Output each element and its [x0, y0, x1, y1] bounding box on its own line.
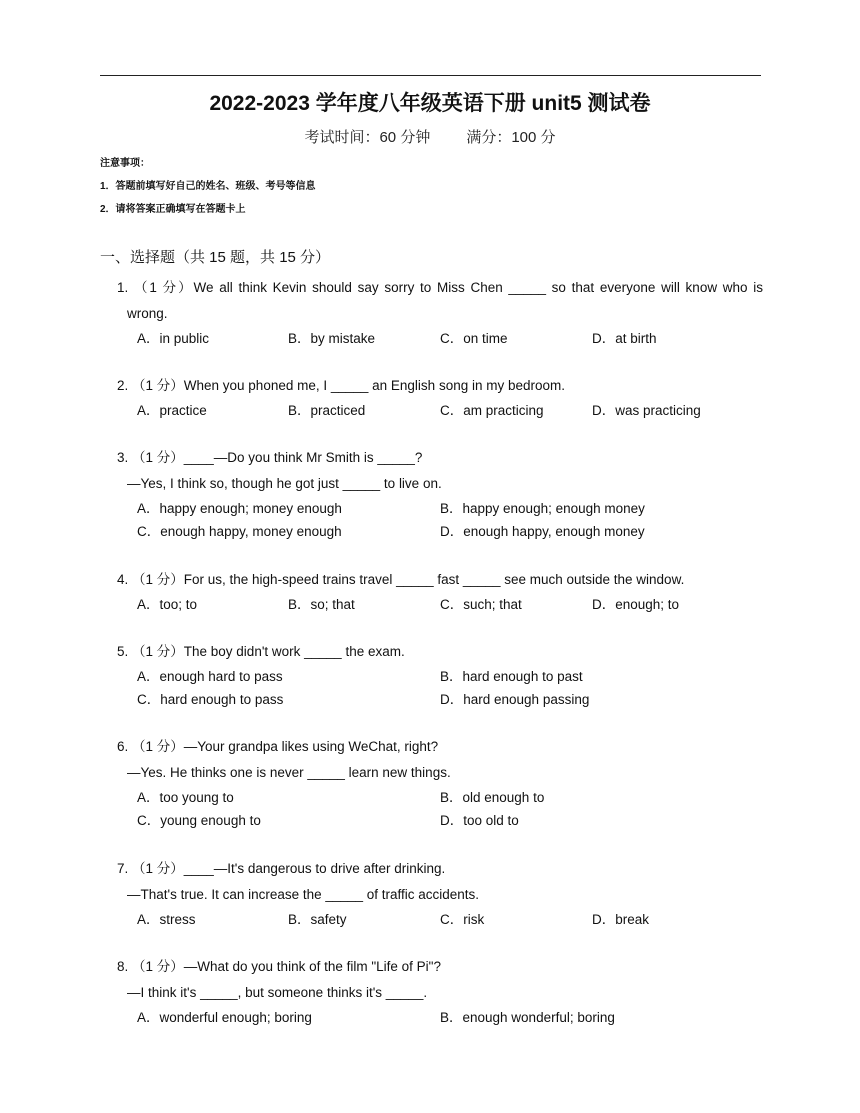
- option-a: A．wonderful enough; boring: [137, 1010, 312, 1025]
- option-a: A．in public: [137, 331, 210, 346]
- option-a: A．too; to: [137, 597, 198, 612]
- option-c: C．such; that: [440, 597, 522, 612]
- option-b: B．happy enough; enough money: [440, 501, 645, 516]
- option-b: B．by mistake: [288, 331, 376, 346]
- option-c: C．risk: [440, 912, 485, 927]
- option-d: D．hard enough passing: [440, 692, 590, 707]
- option-b: B．old enough to: [440, 790, 545, 805]
- option-d: D．enough; to: [592, 597, 680, 612]
- question-stem: 6. （1 分）—Your grandpa likes using WeChat, right?: [117, 739, 439, 754]
- question-stem: 2. （1 分）When you phoned me, I _____ an English song in my bedroom.: [117, 378, 566, 393]
- option-d: D．at birth: [592, 331, 657, 346]
- option-b: B．so; that: [288, 597, 355, 612]
- section-heading: 一、选择题（共 15 题，共 15 分）: [100, 249, 331, 266]
- option-c: C．enough happy, money enough: [137, 524, 342, 539]
- option-a: A．enough hard to pass: [137, 669, 283, 684]
- option-b: B．hard enough to past: [440, 669, 583, 684]
- page-title: 2022-2023 学年度八年级英语下册 unit5 测试卷: [209, 92, 651, 115]
- question-continuation: —I think it's _____, but someone thinks it's _____.: [127, 985, 428, 1000]
- question-stem: 8. （1 分）—What do you think of the film "Life of Pi"?: [117, 959, 441, 974]
- question-stem: 1. （1 分）We all think Kevin should say sorry to Miss Chen _____ so that everyone will know who is: [117, 280, 763, 295]
- exam-time: 考试时间：60 分钟: [304, 129, 431, 146]
- note-item: 2．请将答案正确填写在答题卡上: [100, 204, 246, 215]
- option-b: B．enough wonderful; boring: [440, 1010, 615, 1025]
- option-c: C．young enough to: [137, 813, 261, 828]
- option-d: D．enough happy, enough money: [440, 524, 645, 539]
- question-continuation: —Yes, I think so, though he got just _____ to live on.: [127, 476, 442, 491]
- option-d: D．was practicing: [592, 403, 701, 418]
- option-a: A．stress: [137, 912, 196, 927]
- option-c: C．am practicing: [440, 403, 544, 418]
- question-stem: 4. （1 分）For us, the high-speed trains travel _____ fast _____ see much outside the window.: [117, 572, 685, 587]
- notes-heading: 注意事项：: [100, 158, 150, 169]
- notes-block: [100, 152, 316, 221]
- top-rule: [100, 75, 761, 76]
- question-continuation: —That's true. It can increase the _____ of traffic accidents.: [127, 887, 480, 902]
- full-score: 满分：100 分: [466, 129, 556, 146]
- option-b: B．safety: [288, 912, 347, 927]
- exam-info: [0, 127, 860, 149]
- option-c: C．on time: [440, 331, 508, 346]
- question-continuation: —Yes. He thinks one is never _____ learn new things.: [127, 765, 451, 780]
- question-stem: 3. （1 分）____—Do you think Mr Smith is _____?: [117, 450, 423, 465]
- option-a: A．happy enough; money enough: [137, 501, 342, 516]
- question-continuation: wrong.: [127, 306, 168, 321]
- option-a: A．too young to: [137, 790, 234, 805]
- option-b: B．practiced: [288, 403, 366, 418]
- option-a: A．practice: [137, 403, 207, 418]
- option-c: C．hard enough to pass: [137, 692, 284, 707]
- question-stem: 5. （1 分）The boy didn't work _____ the exam.: [117, 644, 405, 659]
- note-item: 1．答题前填写好自己的姓名、班级、考号等信息: [100, 181, 316, 192]
- option-d: D．break: [592, 912, 650, 927]
- option-d: D．too old to: [440, 813, 519, 828]
- question-stem: 7. （1 分）____—It's dangerous to drive after drinking.: [117, 861, 446, 876]
